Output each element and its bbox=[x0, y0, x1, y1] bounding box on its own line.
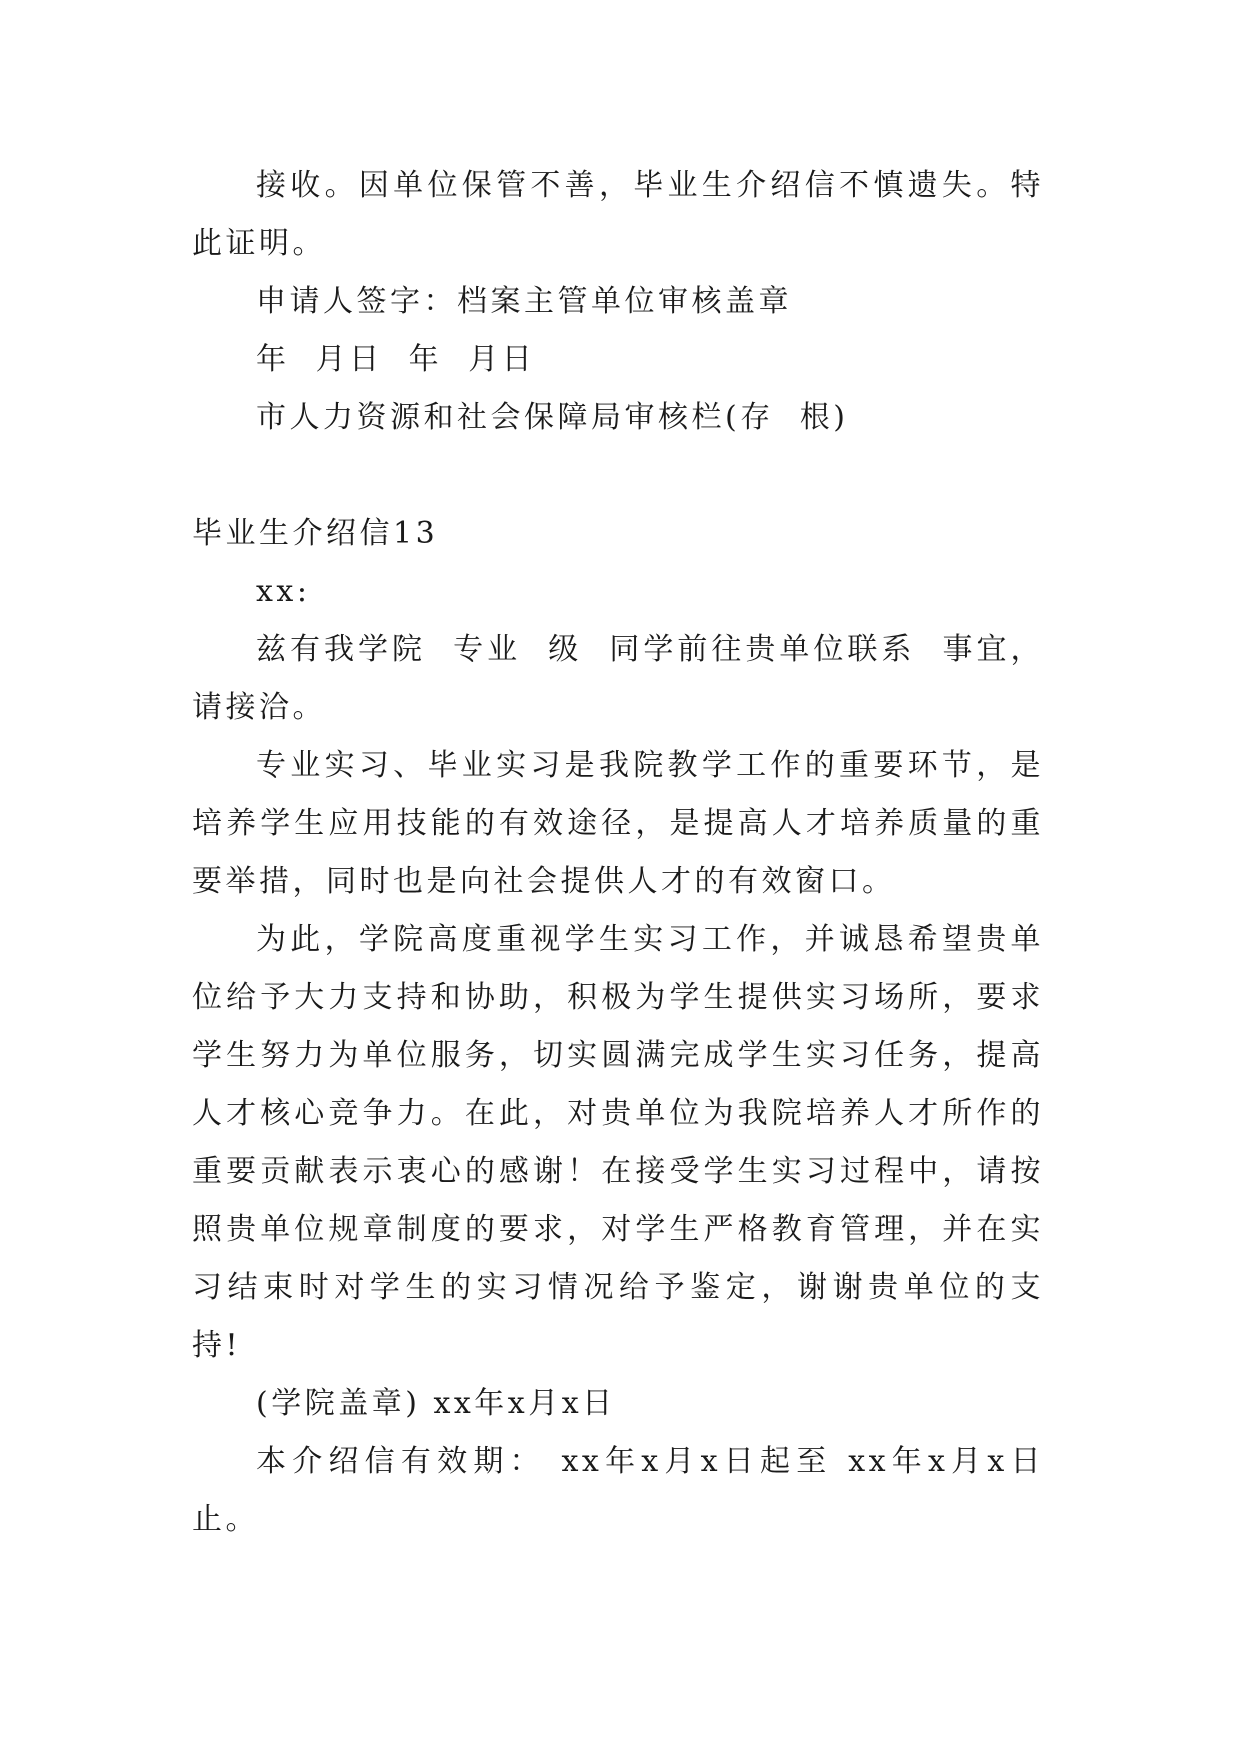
paragraph-internship-importance: 专业实习、毕业实习是我院教学工作的重要环节，是培养学生应用技能的有效途径，是提高人才培养质量的重要举措，同时也是向社会提供人才的有效窗口。 bbox=[192, 748, 1044, 899]
document-body bbox=[192, 157, 1044, 1549]
paragraph-introduction: 兹有我学院 专业 级 同学前往贵单位联系 事宜，请接洽。 bbox=[192, 632, 1044, 725]
paragraph-salutation: xx: bbox=[256, 574, 311, 609]
section-heading: 毕业生介绍信13 bbox=[192, 516, 439, 551]
paragraph-request-support: 为此，学院高度重视学生实习工作，并诚恳希望贵单位给予大力支持和协助，积极为学生提供实习场所，要求学生努力为单位服务，切实圆满完成学生实习任务，提高人才核心竞争力。在此，对贵单位为我院培养人才所作的重要贡献表示衷心的感谢！在接受学生实习过程中，请按照贵单位规章制度的要求，对学生严格教育管理，并在实习结束时对学生的实习情况给予鉴定，谢谢贵单位的支持! bbox=[192, 922, 1044, 1363]
paragraph-signature-line: 申请人签字：档案主管单位审核盖章 bbox=[256, 284, 792, 319]
paragraph-college-seal-date: (学院盖章) xx年x月x日 bbox=[256, 1386, 616, 1421]
paragraph-date-line: 年 月日 年 月日 bbox=[256, 342, 536, 377]
paragraph-lost-letter-notice: 接收。因单位保管不善，毕业生介绍信不慎遗失。特此证明。 bbox=[192, 168, 1044, 261]
paragraph-validity-period: 本介绍信有效期： xx年x月x日起至 xx年x月x日止。 bbox=[192, 1444, 1044, 1537]
paragraph-review-section: 市人力资源和社会保障局审核栏(存 根) bbox=[256, 400, 849, 435]
